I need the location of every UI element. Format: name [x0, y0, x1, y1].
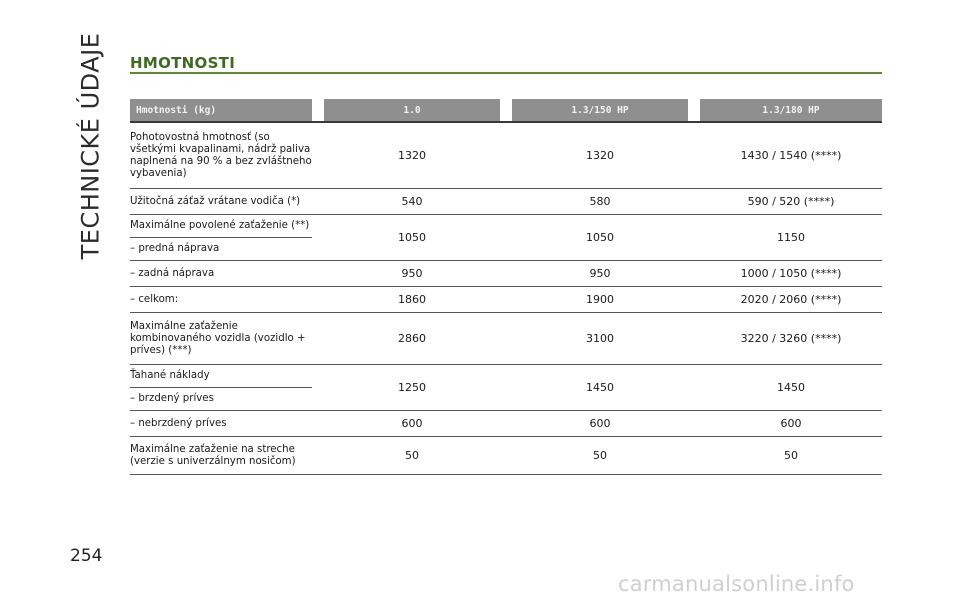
table-row [130, 261, 882, 287]
row-value: 3220 / 3260 (****) [700, 313, 882, 365]
row-label: – celkom: [130, 287, 312, 313]
row-label-group [130, 365, 312, 411]
row-value: 1430 / 1540 (****) [700, 123, 882, 189]
row-value: 2020 / 2060 (****) [700, 287, 882, 313]
row-value: 50 [512, 437, 688, 475]
title-rule [130, 72, 882, 74]
table-row [130, 365, 882, 411]
row-label-bottom: – predná náprava [130, 243, 220, 254]
weights-table [130, 99, 882, 475]
row-value: 1860 [324, 287, 500, 313]
row-label-group [130, 215, 312, 261]
row-label-top: Ťahané náklady [130, 365, 312, 388]
row-value: 3100 [512, 313, 688, 365]
row-value: 1320 [324, 123, 500, 189]
row-value: 590 / 520 (****) [700, 189, 882, 215]
row-label: – nebrzdený príves [130, 411, 312, 437]
row-value: 540 [324, 189, 500, 215]
table-header-row [130, 99, 882, 123]
row-value: 1450 [512, 365, 688, 411]
row-value: 1050 [324, 215, 500, 261]
table-row [130, 313, 882, 365]
header-engine-1-3-180: 1.3/180 HP [700, 99, 882, 123]
row-label-top: Maximálne povolené zaťaženie (**) [130, 215, 312, 238]
row-value: 1900 [512, 287, 688, 313]
header-weights: Hmotnosti (kg) [130, 99, 312, 123]
row-value: 1320 [512, 123, 688, 189]
page-number: 254 [70, 546, 103, 566]
row-value: 1450 [700, 365, 882, 411]
watermark: carmanualsonline.info [618, 572, 855, 596]
row-value: 950 [324, 261, 500, 287]
row-value: 1250 [324, 365, 500, 411]
row-value: 580 [512, 189, 688, 215]
table-row [130, 189, 882, 215]
row-label-bottom: – brzdený príves [130, 393, 214, 404]
row-label: – zadná náprava [130, 261, 312, 287]
row-label: Maximálne zaťaženie kombinovaného vozidla (vozidlo + príves) (***) [130, 313, 312, 365]
row-label: Užitočná záťaž vrátane vodiča (*) [130, 189, 312, 215]
row-value: 50 [700, 437, 882, 475]
row-value: 600 [700, 411, 882, 437]
row-value: 600 [324, 411, 500, 437]
table-row [130, 123, 882, 189]
row-value: 600 [512, 411, 688, 437]
table-row [130, 215, 882, 261]
header-engine-1-3-150: 1.3/150 HP [512, 99, 688, 123]
section-title: HMOTNOSTI [130, 54, 236, 72]
header-engine-1-0: 1.0 [324, 99, 500, 123]
table-row [130, 437, 882, 475]
row-value: 1050 [512, 215, 688, 261]
row-value: 950 [512, 261, 688, 287]
table-row [130, 411, 882, 437]
row-label: Maximálne zaťaženie na streche (verzie s univerzálnym nosičom) [130, 437, 312, 475]
table-row [130, 287, 882, 313]
row-value: 1000 / 1050 (****) [700, 261, 882, 287]
row-value: 2860 [324, 313, 500, 365]
row-value: 1150 [700, 215, 882, 261]
row-label: Pohotovostná hmotnosť (so všetkými kvapalinami, nádrž paliva naplnená na 90 % a bez zvláštneho vybavenia) [130, 123, 312, 189]
row-value: 50 [324, 437, 500, 475]
side-section-title: TECHNICKÉ ÚDAJE [76, 32, 105, 260]
